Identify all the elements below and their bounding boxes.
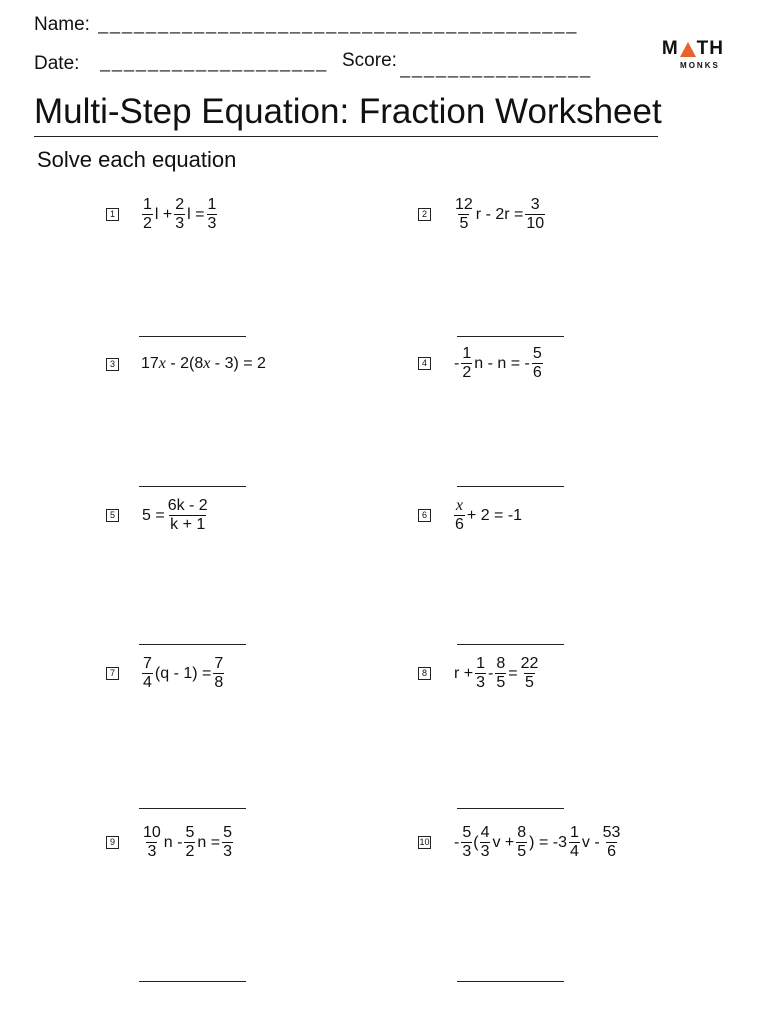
score-label: Score: — [342, 50, 397, 71]
answer-line-4[interactable] — [457, 486, 564, 487]
fraction: $\frac{22}{5}$ — [520, 655, 539, 691]
fraction: $\frac{8}{5}$ — [496, 655, 506, 691]
fraction: $\frac{5}{6}$ — [532, 345, 542, 381]
fraction: $\frac{1}{3}$ — [476, 655, 486, 691]
fraction: $\frac{7}{8}$ — [214, 655, 224, 691]
equation-text: - 3) = 2 — [210, 355, 266, 372]
problem-number: 7 — [106, 667, 119, 680]
answer-line-1[interactable] — [139, 336, 246, 337]
equation-text: 17 — [141, 355, 159, 372]
fraction: $\frac{10}{3}$ — [143, 824, 161, 860]
equation-text: ( — [473, 833, 479, 851]
equation-text: 5 = — [142, 506, 165, 524]
fraction: $\frac{2}{3}$ — [175, 196, 185, 232]
fraction: $\frac{5}{3}$ — [462, 824, 472, 860]
problem-number: 3 — [106, 358, 119, 371]
fraction: $\frac{1}{3}$ — [207, 196, 217, 232]
name-field[interactable]: ________________________________________ — [98, 14, 579, 34]
problem-number: 9 — [106, 836, 119, 849]
fraction: $\frac{1}{2}$ — [462, 345, 472, 381]
equation-text: ) = -3 — [529, 833, 567, 851]
equation-text: l + — [154, 205, 173, 223]
date-field[interactable]: ___________________ — [100, 52, 329, 72]
problem-10 — [418, 824, 622, 861]
equation-text: - — [488, 664, 494, 682]
equation-text: (q - 1) = — [154, 664, 212, 682]
fraction: $\frac{7}{4}$ — [143, 655, 152, 691]
variable: x — [158, 355, 166, 372]
logo-subtext: MONKS — [680, 61, 720, 70]
problem-5 — [106, 497, 210, 534]
logo-text-m: M — [661, 38, 679, 59]
fraction: $\frac{5}{3}$ — [223, 824, 232, 860]
equation-text: v + — [492, 833, 515, 851]
logo-triangle-icon — [680, 42, 696, 57]
problem-number: 10 — [419, 837, 430, 847]
answer-line-5[interactable] — [139, 644, 246, 645]
equation-text: v - — [581, 833, 600, 851]
equation-text: n - n = - — [474, 354, 530, 372]
math-monks-logo — [662, 38, 724, 70]
problem-1 — [106, 196, 218, 233]
equation-text: n - — [163, 833, 183, 851]
answer-line-10[interactable] — [457, 981, 564, 982]
answer-line-6[interactable] — [457, 644, 564, 645]
problem-number: 1 — [106, 208, 119, 221]
answer-line-3[interactable] — [139, 486, 246, 487]
equation-text: - — [454, 833, 460, 851]
problem-7 — [106, 655, 225, 692]
equation-text: = — [508, 664, 518, 682]
fraction: $\frac{8}{5}$ — [517, 824, 527, 860]
fraction: $\frac{5}{2}$ — [185, 824, 195, 860]
fraction: $\frac{1}{2}$ — [143, 196, 152, 232]
fraction: $\frac{1}{4}$ — [569, 824, 579, 860]
instructions: Solve each equation — [37, 147, 237, 172]
problem-number: 8 — [418, 667, 431, 680]
problem-number: 6 — [418, 509, 431, 522]
problem-number: 5 — [106, 509, 119, 522]
equation-text: + 2 = -1 — [466, 506, 523, 524]
equation-text: n = — [197, 833, 221, 851]
problem-number: 4 — [418, 357, 431, 370]
problem-number: 2 — [418, 208, 431, 221]
equation-text: - 2(8 — [165, 355, 204, 372]
problem-8 — [418, 655, 540, 692]
equation-text: r + — [454, 664, 474, 682]
problem-4 — [418, 345, 544, 382]
fraction: $\frac{6k - 2}{k + 1}$ — [167, 497, 208, 533]
equation-text: r - 2r = — [475, 205, 524, 223]
answer-line-2[interactable] — [457, 336, 564, 337]
problem-6 — [418, 497, 523, 534]
problem-3 — [106, 355, 266, 373]
answer-line-9[interactable] — [139, 981, 246, 982]
fraction: $\frac{53}{6}$ — [602, 824, 621, 860]
score-field[interactable]: ________________ — [400, 58, 593, 78]
equation-text: l = — [187, 205, 205, 223]
logo-text-th: TH — [696, 38, 724, 59]
title-divider — [34, 136, 658, 137]
equation-text: - — [454, 354, 460, 372]
answer-line-8[interactable] — [457, 808, 564, 809]
name-label: Name: — [34, 14, 90, 35]
fraction: $\frac{3}{10}$ — [526, 196, 545, 232]
answer-line-7[interactable] — [139, 808, 246, 809]
fraction: $\frac{x}{6}$ — [455, 497, 464, 533]
problem-9 — [106, 824, 234, 861]
date-label: Date: — [34, 53, 80, 74]
variable: x — [203, 355, 211, 372]
problem-2 — [418, 196, 546, 233]
fraction: $\frac{4}{3}$ — [480, 824, 490, 860]
page-title: Multi-Step Equation: Fraction Worksheet — [34, 92, 662, 131]
fraction: $\frac{12}{5}$ — [455, 196, 473, 232]
